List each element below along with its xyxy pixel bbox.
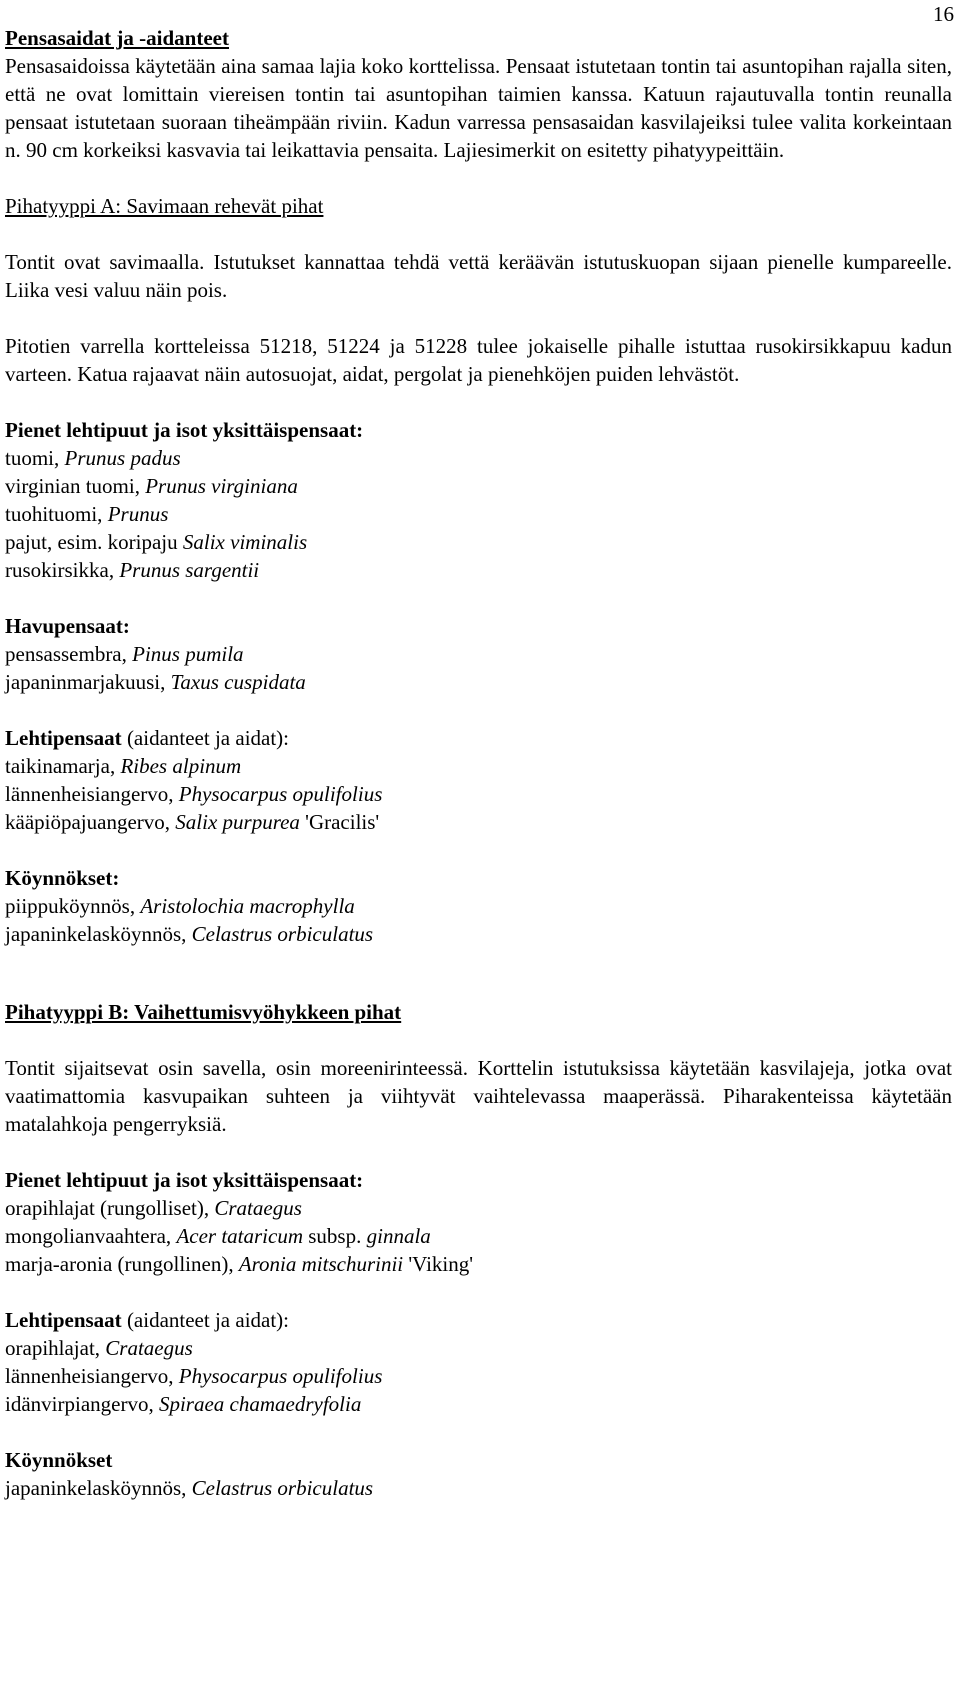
plant-item: orapihlajat, Crataegus — [5, 1336, 193, 1360]
plant-item: piippuköynnös, Aristolochia macrophylla — [5, 894, 355, 918]
plant-item: mongolianvaahtera, Acer tataricum subsp. ginnala — [5, 1224, 431, 1248]
plant-item: orapihlajat (rungolliset), Crataegus — [5, 1196, 302, 1220]
plant-list-b-trees — [5, 1194, 952, 1278]
list-heading-a-climbers: Köynnökset: — [5, 866, 120, 890]
paragraph-type-a-2: Pitotien varrella kortteleissa 51218, 51224 ja 51228 tulee jokaiselle pihalle istuttaa rusokirsikkapuu kadun varteen. Katua rajaavat näin autosuojat, aidat, pergolat ja pienehköjen puiden lehvästöt. — [5, 334, 952, 386]
plant-list-a-trees — [5, 444, 952, 584]
page-content — [5, 24, 952, 1502]
list-heading-a-trees: Pienet lehtipuut ja isot yksittäispensaat: — [5, 418, 364, 442]
plant-item: idänvirpiangervo, Spiraea chamaedryfolia — [5, 1392, 362, 1416]
plant-list-a-conifers — [5, 640, 952, 696]
plant-item: lännenheisiangervo, Physocarpus opulifolius — [5, 782, 383, 806]
plant-item: japaninmarjakuusi, Taxus cuspidata — [5, 670, 306, 694]
plant-item: japaninkelasköynnös, Celastrus orbiculatus — [5, 1476, 374, 1500]
plant-item: marja-aronia (rungollinen), Aronia mitschurinii 'Viking' — [5, 1252, 474, 1276]
section-heading-type-a: Pihatyyppi A: Savimaan rehevät pihat — [5, 194, 324, 218]
list-heading-b-shrubs: Lehtipensaat (aidanteet ja aidat): — [5, 1308, 290, 1332]
plant-list-b-shrubs — [5, 1334, 952, 1418]
plant-item: virginian tuomi, Prunus virginiana — [5, 474, 298, 498]
paragraph-pensasaidat: Pensasaidoissa käytetään aina samaa lajia koko korttelissa. Pensaat istutetaan tontin tai asuntopihan rajalla siten, että ne ovat lomittain viereisen tontin tai asuntopihan taimien kanssa. Katuun rajautuvalla tontin reunalla pensaat istutetaan suoraan tiheämpään riviin. Kadun varressa pensasaidan kasvilajeiksi tulee valita korkeintaan n. 90 cm korkeiksi kasvavia tai leikattavia pensaita. Lajiesimerkit on esitetty pihatyypeittäin. — [5, 54, 952, 162]
section-heading-pensasaidat: Pensasaidat ja -aidanteet — [5, 26, 229, 50]
page-number: 16 — [933, 2, 954, 26]
plant-item: tuomi, Prunus padus — [5, 446, 181, 470]
list-heading-b-climbers: Köynnökset — [5, 1448, 113, 1472]
plant-item: kääpiöpajuangervo, Salix purpurea 'Gracilis' — [5, 810, 380, 834]
plant-list-a-climbers — [5, 892, 952, 948]
plant-list-b-climbers — [5, 1474, 952, 1502]
plant-item: tuohituomi, Prunus — [5, 502, 169, 526]
section-heading-type-b: Pihatyyppi B: Vaihettumisvyöhykkeen pihat — [5, 1000, 402, 1024]
paragraph-type-a-1: Tontit ovat savimaalla. Istutukset kannattaa tehdä vettä keräävän istutuskuopan sijaan pienelle kumpareelle. Liika vesi valuu näin pois. — [5, 250, 952, 302]
list-heading-a-conifers: Havupensaat: — [5, 614, 130, 638]
plant-list-a-shrubs — [5, 752, 952, 836]
plant-item: pajut, esim. koripaju Salix viminalis — [5, 530, 308, 554]
list-heading-b-trees: Pienet lehtipuut ja isot yksittäispensaat: — [5, 1168, 364, 1192]
paragraph-type-b: Tontit sijaitsevat osin savella, osin moreenirinteessä. Korttelin istutuksissa käytetään kasvilajeja, jotka ovat vaatimattomia kasvupaikan suhteen ja viihtyvät vaihtelevassa maaperässä. Piharakenteissa käytetään matalahkoja pengerryksiä. — [5, 1056, 952, 1136]
plant-item: pensassembra, Pinus pumila — [5, 642, 244, 666]
plant-item: lännenheisiangervo, Physocarpus opulifolius — [5, 1364, 383, 1388]
plant-item: rusokirsikka, Prunus sargentii — [5, 558, 260, 582]
plant-item: taikinamarja, Ribes alpinum — [5, 754, 242, 778]
plant-item: japaninkelasköynnös, Celastrus orbiculatus — [5, 922, 374, 946]
list-heading-a-shrubs: Lehtipensaat (aidanteet ja aidat): — [5, 726, 290, 750]
